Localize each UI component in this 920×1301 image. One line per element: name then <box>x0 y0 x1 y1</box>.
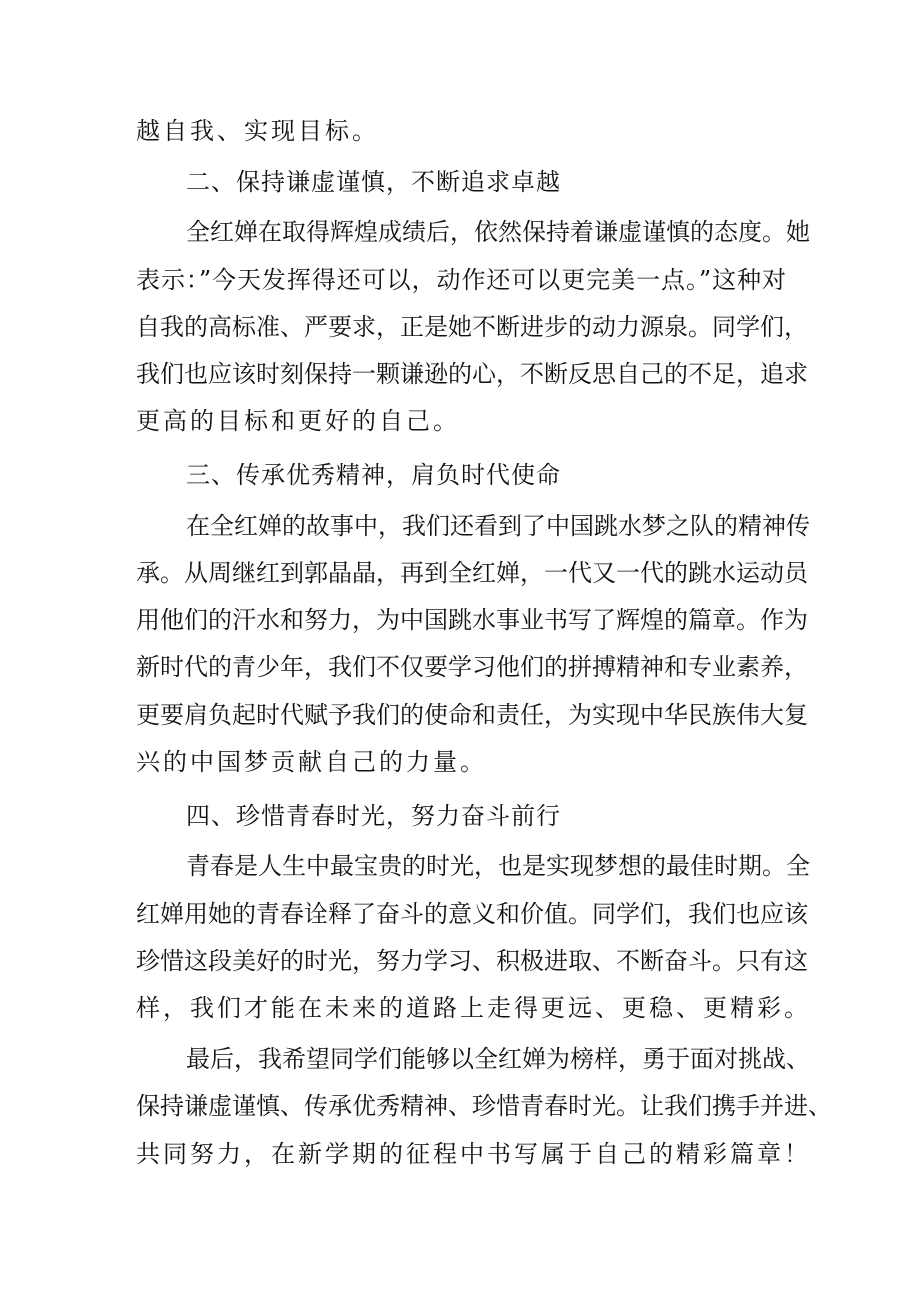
paragraph-line: 新时代的青少年，我们不仅要学习他们的拼搏精神和专业素养， <box>136 653 808 681</box>
paragraph-line: 承。从周继红到郭晶晶，再到全红婵，一代又一代的跳水运动员 <box>136 559 808 587</box>
section-heading-3: 三、传承优秀精神，肩负时代使命 <box>186 461 561 489</box>
paragraph-line: 珍惜这段美好的时光，努力学习、积极进取、不断奋斗。只有这 <box>136 947 808 975</box>
section-heading-4: 四、珍惜青春时光，努力奋斗前行 <box>186 802 561 830</box>
paragraph-line: 红婵用她的青春诠释了奋斗的意义和价值。同学们，我们也应该 <box>136 900 808 928</box>
paragraph-line: 样，我们才能在未来的道路上走得更远、更稳、更精彩。 <box>136 994 811 1022</box>
paragraph-line: 保持谦虚谨慎、传承优秀精神、珍惜青春时光。让我们携手并进、 <box>136 1092 832 1120</box>
paragraph-line: 共同努力，在新学期的征程中书写属于自己的精彩篇章！ <box>136 1140 811 1168</box>
paragraph-line: 自我的高标准、严要求，正是她不断进步的动力源泉。同学们， <box>136 313 808 341</box>
paragraph-line: 青春是人生中最宝贵的时光，也是实现梦想的最佳时期。全 <box>186 852 810 880</box>
paragraph-line: 最后，我希望同学们能够以全红婵为榜样，勇于面对挑战、 <box>186 1045 810 1073</box>
paragraph-line: 全红婵在取得辉煌成绩后，依然保持着谦虚谨慎的态度。她 <box>186 218 810 246</box>
paragraph-line: 兴的中国梦贡献自己的力量。 <box>136 748 487 776</box>
paragraph-line: 表示：”今天发挥得还可以，动作还可以更完美一点。”这种对 <box>136 266 786 294</box>
paragraph-line: 越自我、实现目标。 <box>136 117 379 145</box>
paragraph-line: 用他们的汗水和努力，为中国跳水事业书写了辉煌的篇章。作为 <box>136 606 808 634</box>
paragraph-line: 更高的目标和更好的自己。 <box>136 407 460 435</box>
section-heading-2: 二、保持谦虚谨慎，不断追求卓越 <box>186 168 561 196</box>
paragraph-line: 在全红婵的故事中，我们还看到了中国跳水梦之队的精神传 <box>186 512 810 540</box>
paragraph-line: 更要肩负起时代赋予我们的使命和责任，为实现中华民族伟大复 <box>136 701 808 729</box>
paragraph-line: 我们也应该时刻保持一颗谦逊的心，不断反思自己的不足，追求 <box>136 360 808 388</box>
